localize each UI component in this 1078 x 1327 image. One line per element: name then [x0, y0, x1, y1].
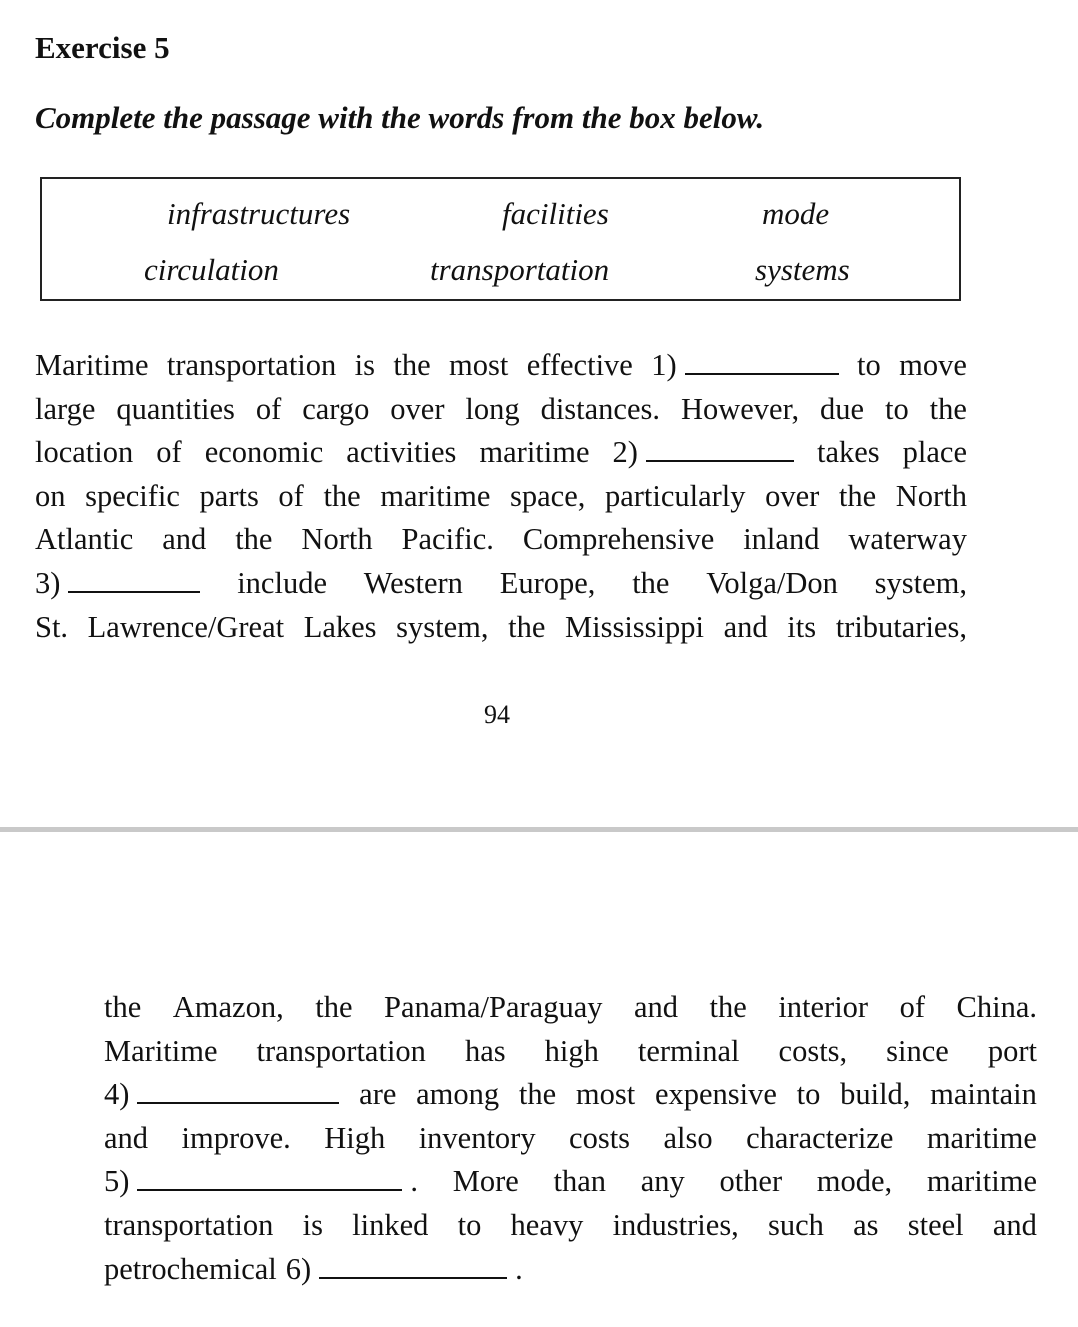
word: Panama/Paraguay [383, 990, 603, 1024]
word: Maritime [104, 1033, 218, 1068]
word: maritime [926, 1120, 1037, 1155]
answer-blank [646, 434, 794, 462]
word: activities [346, 435, 457, 470]
word: build, [840, 1077, 911, 1112]
passage-line [104, 1117, 1037, 1161]
word-box-item: circulation [144, 252, 279, 287]
word: such [768, 1207, 824, 1242]
punctuation: . [410, 1164, 419, 1199]
word: of [156, 435, 182, 470]
word: terminal [637, 1033, 740, 1068]
word: High [324, 1120, 386, 1155]
word: heavy [510, 1207, 584, 1242]
exercise-instruction: Complete the passage with the words from the box below. [35, 100, 765, 135]
answer-blank [685, 347, 839, 375]
word: since [886, 1033, 949, 1068]
word: are [359, 1077, 397, 1112]
word: Western [363, 565, 463, 600]
gap-number: 4) [104, 1077, 130, 1112]
word: the [508, 609, 546, 644]
word: is [302, 1207, 323, 1242]
word: expensive [654, 1077, 777, 1112]
word: port [987, 1033, 1037, 1068]
word: large [35, 391, 96, 426]
word: among [416, 1077, 500, 1112]
passage-line [104, 1204, 1037, 1248]
word: Europe, [499, 565, 596, 600]
word: include [237, 565, 327, 600]
word: characterize [746, 1120, 894, 1155]
word: particularly [604, 478, 746, 513]
word: to [857, 348, 881, 382]
word: mode, [816, 1164, 893, 1199]
word: and [162, 522, 207, 557]
word: costs [569, 1120, 631, 1155]
word: improve. [181, 1120, 291, 1155]
word: cargo [302, 391, 370, 426]
gap-1 [651, 344, 838, 388]
word: the [323, 478, 361, 513]
word: of [255, 391, 282, 426]
word: the [518, 1077, 557, 1112]
word: St. [35, 609, 69, 644]
word: Atlantic [35, 522, 134, 557]
gap-number: 3) [35, 565, 61, 600]
word: has [464, 1033, 506, 1068]
word: of [899, 990, 926, 1024]
page-number: 94 [484, 700, 510, 729]
passage-line [35, 388, 967, 432]
word: the [393, 348, 431, 382]
word: Comprehensive [522, 522, 715, 557]
word: the [929, 391, 967, 426]
passage-line [35, 562, 967, 606]
word: transportation [104, 1207, 274, 1242]
word: system, [874, 565, 967, 600]
word: the [104, 990, 142, 1024]
word: parts [199, 478, 259, 513]
passage-part-1 [35, 344, 967, 649]
answer-blank [137, 1163, 402, 1191]
word: inland [743, 522, 820, 557]
word-box [40, 177, 961, 301]
word: move [899, 348, 967, 382]
word: the [632, 565, 670, 600]
word: Mississippi [564, 609, 704, 644]
word: system, [396, 609, 489, 644]
word: maritime [926, 1164, 1037, 1199]
word: is [354, 348, 375, 382]
passage-line [104, 1073, 1037, 1117]
word: However, [680, 391, 800, 426]
word: than [553, 1164, 607, 1199]
word: specific [85, 478, 180, 513]
word: Lakes [303, 609, 377, 644]
word: costs, [778, 1033, 848, 1068]
word: the [838, 478, 877, 513]
word: and [634, 990, 679, 1024]
word: waterway [848, 522, 967, 557]
passage-line [104, 1030, 1037, 1074]
gap-number: 5) [104, 1164, 130, 1199]
word: takes [816, 435, 880, 470]
word: and [723, 609, 768, 644]
word: location [35, 435, 134, 470]
word: petrochemical [104, 1251, 277, 1286]
word: most [575, 1077, 636, 1112]
passage-line [104, 986, 1037, 1030]
word-box-item: transportation [430, 252, 610, 287]
word: maintain [930, 1077, 1037, 1112]
word: long [465, 391, 520, 426]
word: Pacific. [401, 522, 494, 557]
word: to [457, 1207, 482, 1242]
word: tributaries, [835, 609, 967, 644]
word-box-item: facilities [502, 196, 609, 231]
passage-part-2 [104, 986, 1037, 1291]
word: of [278, 478, 304, 513]
word: distances. [540, 391, 661, 426]
word: due [820, 391, 865, 426]
word: Lawrence/Great [87, 609, 285, 644]
exercise-heading: Exercise 5 [35, 30, 170, 65]
word-box-item: mode [762, 196, 830, 231]
word: to [796, 1077, 821, 1112]
word: Amazon, [172, 990, 284, 1024]
gap-number: 1) [651, 348, 677, 382]
passage-line [35, 344, 967, 388]
word-box-item: infrastructures [167, 196, 351, 231]
word: and [992, 1207, 1037, 1242]
word: quantities [116, 391, 235, 426]
word: Volga/Don [706, 565, 838, 600]
word: Maritime [35, 348, 149, 382]
gap-6 [286, 1248, 523, 1292]
gap-number: 2) [612, 435, 638, 470]
word: maritime [380, 478, 491, 513]
passage-line [35, 475, 967, 519]
word: place [902, 435, 967, 470]
word: transportation [166, 348, 337, 382]
word: North [301, 522, 373, 557]
word: More [452, 1164, 519, 1199]
word: also [663, 1120, 713, 1155]
gap-3 [35, 562, 200, 606]
answer-blank [68, 565, 200, 593]
word: its [787, 609, 817, 644]
word: the [709, 990, 747, 1024]
word: most [449, 348, 509, 382]
word: and [104, 1120, 149, 1155]
word: space, [510, 478, 586, 513]
passage-line [104, 1160, 1037, 1204]
word: the [315, 990, 353, 1024]
word: as [853, 1207, 879, 1242]
gap-2 [613, 431, 794, 475]
word: effective [526, 348, 633, 382]
word: steel [907, 1207, 964, 1242]
word: over [765, 478, 820, 513]
word: interior [778, 990, 869, 1024]
passage-line [35, 431, 967, 475]
gap-4 [104, 1073, 339, 1117]
answer-blank [319, 1251, 507, 1279]
word: industries, [612, 1207, 739, 1242]
word: economic [204, 435, 324, 470]
passage-line [35, 606, 967, 650]
word: inventory [418, 1120, 536, 1155]
word: North [895, 478, 967, 513]
word: to [885, 391, 909, 426]
answer-blank [137, 1076, 339, 1104]
punctuation: . [515, 1251, 523, 1286]
word: high [544, 1033, 599, 1068]
word: linked [352, 1207, 429, 1242]
gap-5 [104, 1160, 418, 1204]
word: China. [956, 990, 1037, 1024]
passage-line [104, 1248, 1037, 1292]
word: other [719, 1164, 783, 1199]
word: transportation [256, 1033, 426, 1068]
word: maritime [479, 435, 590, 470]
word: any [640, 1164, 685, 1199]
passage-line [35, 518, 967, 562]
word: the [235, 522, 273, 557]
word-box-item: systems [755, 252, 850, 287]
gap-number: 6) [285, 1251, 312, 1286]
word: over [390, 391, 445, 426]
word: on [35, 478, 66, 513]
